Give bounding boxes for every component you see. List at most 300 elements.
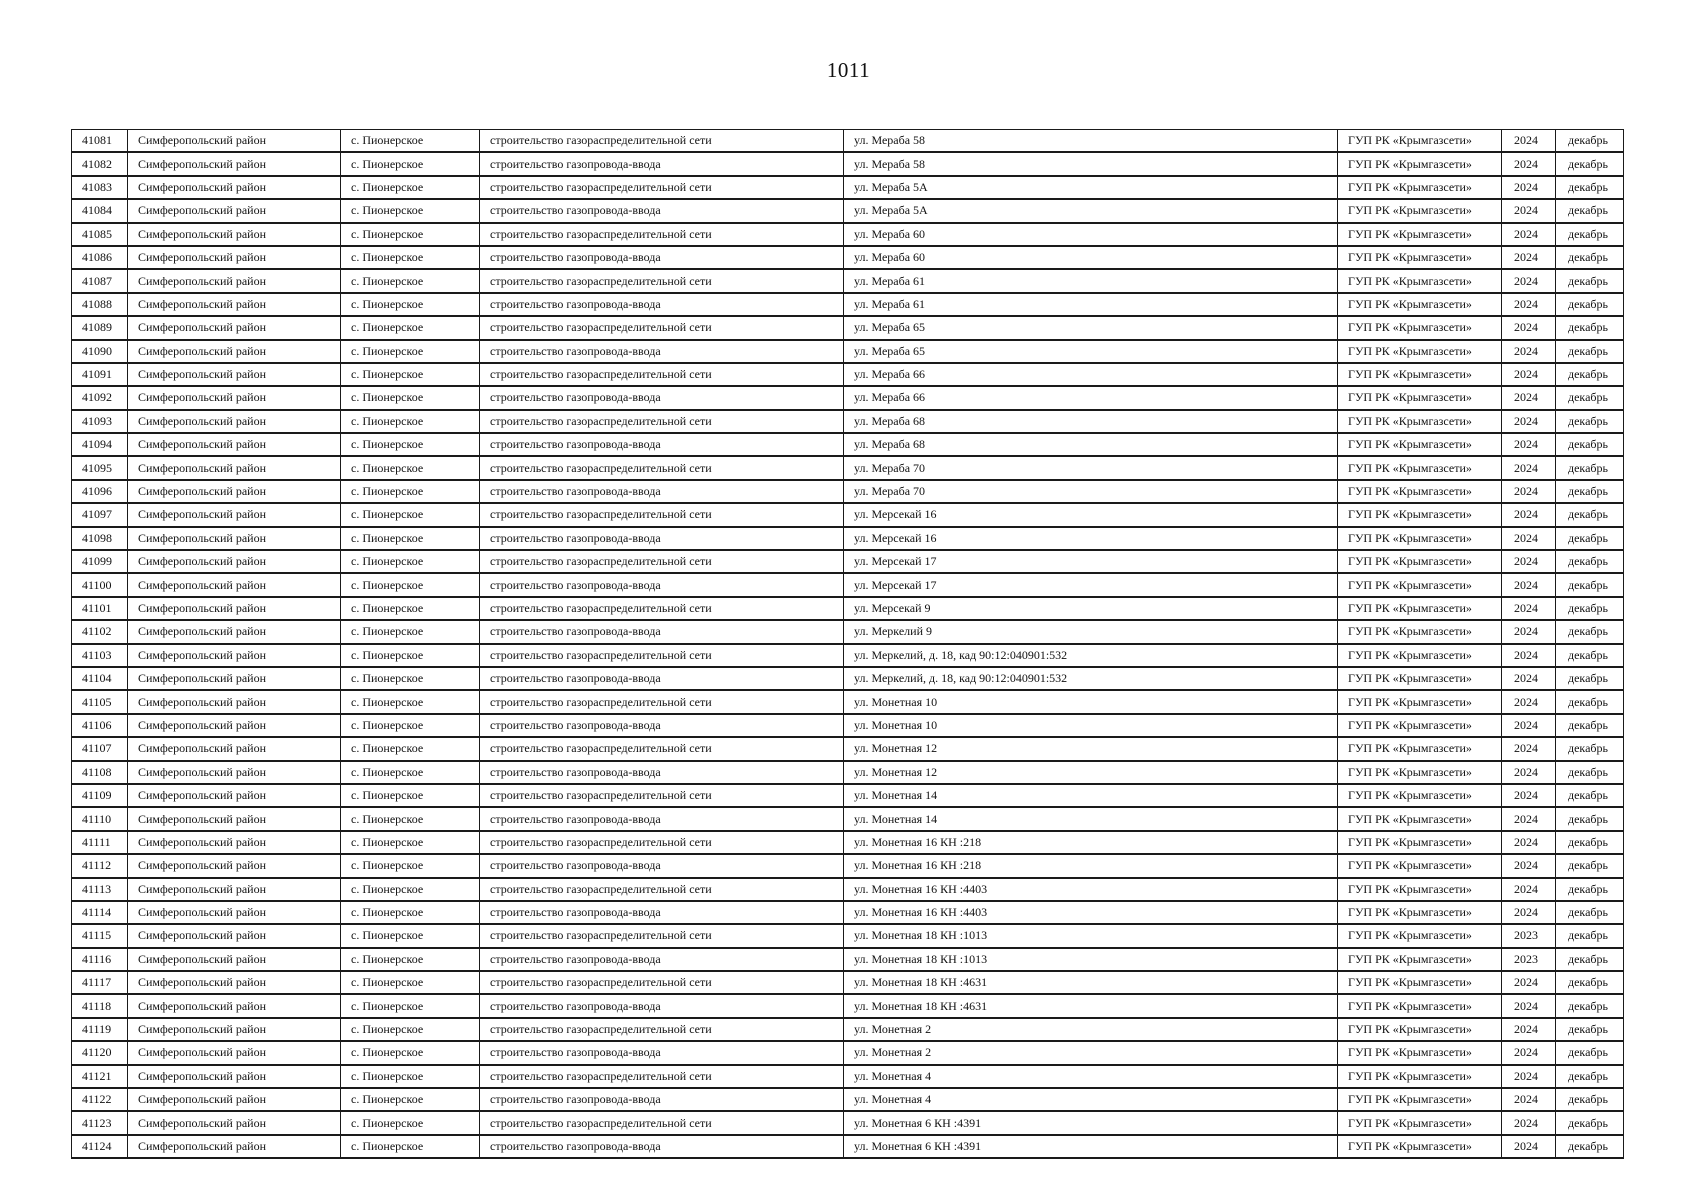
work-type-cell: строительство газораспределительной сети bbox=[480, 550, 844, 573]
year-cell: 2024 bbox=[1502, 269, 1556, 292]
table-row bbox=[72, 176, 1624, 199]
address-cell: ул. Монетная 14 bbox=[844, 784, 1338, 807]
row-number: 41119 bbox=[72, 1018, 128, 1041]
month-cell: декабрь bbox=[1556, 386, 1624, 409]
settlement-cell: с. Пионерское bbox=[341, 363, 480, 386]
operator-cell: ГУП РК «Крымгазсети» bbox=[1338, 1018, 1502, 1041]
month-cell: декабрь bbox=[1556, 573, 1624, 596]
table-row bbox=[72, 480, 1624, 503]
operator-cell: ГУП РК «Крымгазсети» bbox=[1338, 807, 1502, 830]
operator-cell: ГУП РК «Крымгазсети» bbox=[1338, 971, 1502, 994]
row-number: 41089 bbox=[72, 316, 128, 339]
work-type-cell: строительство газораспределительной сети bbox=[480, 644, 844, 667]
row-number: 41123 bbox=[72, 1111, 128, 1134]
table-row bbox=[72, 199, 1624, 222]
row-number: 41109 bbox=[72, 784, 128, 807]
row-number: 41111 bbox=[72, 831, 128, 854]
address-cell: ул. Монетная 12 bbox=[844, 761, 1338, 784]
address-cell: ул. Монетная 18 КН :4631 bbox=[844, 971, 1338, 994]
table-row bbox=[72, 433, 1624, 456]
month-cell: декабрь bbox=[1556, 784, 1624, 807]
operator-cell: ГУП РК «Крымгазсети» bbox=[1338, 527, 1502, 550]
row-number: 41122 bbox=[72, 1088, 128, 1111]
address-cell: ул. Монетная 16 КН :4403 bbox=[844, 901, 1338, 924]
table-row bbox=[72, 597, 1624, 620]
table-row bbox=[72, 807, 1624, 830]
operator-cell: ГУП РК «Крымгазсети» bbox=[1338, 831, 1502, 854]
year-cell: 2024 bbox=[1502, 480, 1556, 503]
address-cell: ул. Монетная 12 bbox=[844, 737, 1338, 760]
year-cell: 2024 bbox=[1502, 223, 1556, 246]
row-number: 41085 bbox=[72, 223, 128, 246]
work-type-cell: строительство газораспределительной сети bbox=[480, 1111, 844, 1134]
district-cell: Симферопольский район bbox=[128, 340, 341, 363]
row-number: 41107 bbox=[72, 737, 128, 760]
operator-cell: ГУП РК «Крымгазсети» bbox=[1338, 480, 1502, 503]
address-cell: ул. Мераба 65 bbox=[844, 340, 1338, 363]
settlement-cell: с. Пионерское bbox=[341, 269, 480, 292]
table-row bbox=[72, 1111, 1624, 1134]
district-cell: Симферопольский район bbox=[128, 269, 341, 292]
row-number: 41094 bbox=[72, 433, 128, 456]
work-type-cell: строительство газораспределительной сети bbox=[480, 878, 844, 901]
settlement-cell: с. Пионерское bbox=[341, 1111, 480, 1134]
operator-cell: ГУП РК «Крымгазсети» bbox=[1338, 994, 1502, 1017]
month-cell: декабрь bbox=[1556, 1135, 1624, 1158]
district-cell: Симферопольский район bbox=[128, 948, 341, 971]
year-cell: 2024 bbox=[1502, 176, 1556, 199]
settlement-cell: с. Пионерское bbox=[341, 550, 480, 573]
row-number: 41093 bbox=[72, 410, 128, 433]
work-type-cell: строительство газопровода-ввода bbox=[480, 199, 844, 222]
year-cell: 2024 bbox=[1502, 1135, 1556, 1158]
work-type-cell: строительство газопровода-ввода bbox=[480, 620, 844, 643]
district-cell: Симферопольский район bbox=[128, 807, 341, 830]
month-cell: декабрь bbox=[1556, 527, 1624, 550]
settlement-cell: с. Пионерское bbox=[341, 1041, 480, 1064]
address-cell: ул. Мерсекай 9 bbox=[844, 597, 1338, 620]
settlement-cell: с. Пионерское bbox=[341, 1135, 480, 1158]
work-type-cell: строительство газопровода-ввода bbox=[480, 667, 844, 690]
row-number: 41095 bbox=[72, 456, 128, 479]
table-row bbox=[72, 456, 1624, 479]
month-cell: декабрь bbox=[1556, 854, 1624, 877]
work-type-cell: строительство газораспределительной сети bbox=[480, 690, 844, 713]
district-cell: Симферопольский район bbox=[128, 199, 341, 222]
table-row bbox=[72, 948, 1624, 971]
year-cell: 2024 bbox=[1502, 1111, 1556, 1134]
year-cell: 2024 bbox=[1502, 807, 1556, 830]
address-cell: ул. Монетная 18 КН :1013 bbox=[844, 948, 1338, 971]
address-cell: ул. Меркелий 9 bbox=[844, 620, 1338, 643]
table-row bbox=[72, 994, 1624, 1017]
address-cell: ул. Мераба 5А bbox=[844, 176, 1338, 199]
month-cell: декабрь bbox=[1556, 223, 1624, 246]
month-cell: декабрь bbox=[1556, 807, 1624, 830]
district-cell: Симферопольский район bbox=[128, 456, 341, 479]
year-cell: 2024 bbox=[1502, 573, 1556, 596]
row-number: 41088 bbox=[72, 293, 128, 316]
operator-cell: ГУП РК «Крымгазсети» bbox=[1338, 690, 1502, 713]
year-cell: 2024 bbox=[1502, 761, 1556, 784]
row-number: 41099 bbox=[72, 550, 128, 573]
work-type-cell: строительство газораспределительной сети bbox=[480, 410, 844, 433]
settlement-cell: с. Пионерское bbox=[341, 246, 480, 269]
year-cell: 2024 bbox=[1502, 597, 1556, 620]
table-row bbox=[72, 246, 1624, 269]
operator-cell: ГУП РК «Крымгазсети» bbox=[1338, 784, 1502, 807]
year-cell: 2024 bbox=[1502, 363, 1556, 386]
district-cell: Симферопольский район bbox=[128, 737, 341, 760]
year-cell: 2024 bbox=[1502, 199, 1556, 222]
address-cell: ул. Мерсекай 17 bbox=[844, 550, 1338, 573]
operator-cell: ГУП РК «Крымгазсети» bbox=[1338, 1135, 1502, 1158]
table-row bbox=[72, 971, 1624, 994]
address-cell: ул. Мераба 66 bbox=[844, 363, 1338, 386]
year-cell: 2024 bbox=[1502, 433, 1556, 456]
work-type-cell: строительство газопровода-ввода bbox=[480, 1088, 844, 1111]
address-cell: ул. Монетная 4 bbox=[844, 1065, 1338, 1088]
address-cell: ул. Мераба 66 bbox=[844, 386, 1338, 409]
address-cell: ул. Мераба 70 bbox=[844, 480, 1338, 503]
month-cell: декабрь bbox=[1556, 831, 1624, 854]
settlement-cell: с. Пионерское bbox=[341, 1088, 480, 1111]
district-cell: Симферопольский район bbox=[128, 527, 341, 550]
table-row bbox=[72, 573, 1624, 596]
month-cell: декабрь bbox=[1556, 714, 1624, 737]
operator-cell: ГУП РК «Крымгазсети» bbox=[1338, 130, 1502, 153]
month-cell: декабрь bbox=[1556, 410, 1624, 433]
row-number: 41087 bbox=[72, 269, 128, 292]
settlement-cell: с. Пионерское bbox=[341, 433, 480, 456]
district-cell: Симферопольский район bbox=[128, 620, 341, 643]
row-number: 41121 bbox=[72, 1065, 128, 1088]
address-cell: ул. Мерсекай 16 bbox=[844, 503, 1338, 526]
district-cell: Симферопольский район bbox=[128, 924, 341, 947]
district-cell: Симферопольский район bbox=[128, 1088, 341, 1111]
table-row bbox=[72, 854, 1624, 877]
settlement-cell: с. Пионерское bbox=[341, 199, 480, 222]
operator-cell: ГУП РК «Крымгазсети» bbox=[1338, 714, 1502, 737]
table-row bbox=[72, 316, 1624, 339]
operator-cell: ГУП РК «Крымгазсети» bbox=[1338, 1111, 1502, 1134]
month-cell: декабрь bbox=[1556, 690, 1624, 713]
address-cell: ул. Монетная 6 КН :4391 bbox=[844, 1135, 1338, 1158]
district-cell: Симферопольский район bbox=[128, 573, 341, 596]
work-type-cell: строительство газопровода-ввода bbox=[480, 246, 844, 269]
settlement-cell: с. Пионерское bbox=[341, 924, 480, 947]
operator-cell: ГУП РК «Крымгазсети» bbox=[1338, 433, 1502, 456]
district-cell: Симферопольский район bbox=[128, 714, 341, 737]
settlement-cell: с. Пионерское bbox=[341, 386, 480, 409]
registry-table bbox=[71, 129, 1624, 1159]
work-type-cell: строительство газораспределительной сети bbox=[480, 1018, 844, 1041]
work-type-cell: строительство газопровода-ввода bbox=[480, 761, 844, 784]
month-cell: декабрь bbox=[1556, 620, 1624, 643]
year-cell: 2024 bbox=[1502, 644, 1556, 667]
work-type-cell: строительство газораспределительной сети bbox=[480, 269, 844, 292]
table-row bbox=[72, 784, 1624, 807]
year-cell: 2024 bbox=[1502, 714, 1556, 737]
month-cell: декабрь bbox=[1556, 550, 1624, 573]
settlement-cell: с. Пионерское bbox=[341, 152, 480, 175]
settlement-cell: с. Пионерское bbox=[341, 456, 480, 479]
month-cell: декабрь bbox=[1556, 667, 1624, 690]
settlement-cell: с. Пионерское bbox=[341, 784, 480, 807]
row-number: 41083 bbox=[72, 176, 128, 199]
work-type-cell: строительство газораспределительной сети bbox=[480, 597, 844, 620]
operator-cell: ГУП РК «Крымгазсети» bbox=[1338, 550, 1502, 573]
table-row bbox=[72, 620, 1624, 643]
table-row bbox=[72, 1018, 1624, 1041]
table-row bbox=[72, 550, 1624, 573]
table-row bbox=[72, 1065, 1624, 1088]
row-number: 41106 bbox=[72, 714, 128, 737]
row-number: 41124 bbox=[72, 1135, 128, 1158]
year-cell: 2024 bbox=[1502, 456, 1556, 479]
work-type-cell: строительство газопровода-ввода bbox=[480, 386, 844, 409]
district-cell: Симферопольский район bbox=[128, 480, 341, 503]
operator-cell: ГУП РК «Крымгазсети» bbox=[1338, 199, 1502, 222]
table-row bbox=[72, 667, 1624, 690]
month-cell: декабрь bbox=[1556, 1088, 1624, 1111]
operator-cell: ГУП РК «Крымгазсети» bbox=[1338, 269, 1502, 292]
operator-cell: ГУП РК «Крымгазсети» bbox=[1338, 620, 1502, 643]
table-row bbox=[72, 527, 1624, 550]
operator-cell: ГУП РК «Крымгазсети» bbox=[1338, 854, 1502, 877]
work-type-cell: строительство газопровода-ввода bbox=[480, 573, 844, 596]
month-cell: декабрь bbox=[1556, 293, 1624, 316]
settlement-cell: с. Пионерское bbox=[341, 573, 480, 596]
work-type-cell: строительство газораспределительной сети bbox=[480, 831, 844, 854]
operator-cell: ГУП РК «Крымгазсети» bbox=[1338, 293, 1502, 316]
month-cell: декабрь bbox=[1556, 971, 1624, 994]
operator-cell: ГУП РК «Крымгазсети» bbox=[1338, 924, 1502, 947]
settlement-cell: с. Пионерское bbox=[341, 527, 480, 550]
table-row bbox=[72, 293, 1624, 316]
month-cell: декабрь bbox=[1556, 130, 1624, 153]
table-row bbox=[72, 737, 1624, 760]
row-number: 41096 bbox=[72, 480, 128, 503]
row-number: 41120 bbox=[72, 1041, 128, 1064]
address-cell: ул. Мераба 5А bbox=[844, 199, 1338, 222]
row-number: 41105 bbox=[72, 690, 128, 713]
district-cell: Симферопольский район bbox=[128, 316, 341, 339]
settlement-cell: с. Пионерское bbox=[341, 831, 480, 854]
address-cell: ул. Монетная 10 bbox=[844, 714, 1338, 737]
year-cell: 2024 bbox=[1502, 293, 1556, 316]
operator-cell: ГУП РК «Крымгазсети» bbox=[1338, 223, 1502, 246]
operator-cell: ГУП РК «Крымгазсети» bbox=[1338, 667, 1502, 690]
settlement-cell: с. Пионерское bbox=[341, 971, 480, 994]
address-cell: ул. Монетная 14 bbox=[844, 807, 1338, 830]
work-type-cell: строительство газораспределительной сети bbox=[480, 1065, 844, 1088]
operator-cell: ГУП РК «Крымгазсети» bbox=[1338, 410, 1502, 433]
month-cell: декабрь bbox=[1556, 269, 1624, 292]
operator-cell: ГУП РК «Крымгазсети» bbox=[1338, 363, 1502, 386]
year-cell: 2024 bbox=[1502, 1018, 1556, 1041]
district-cell: Симферопольский район bbox=[128, 246, 341, 269]
year-cell: 2024 bbox=[1502, 246, 1556, 269]
table-row bbox=[72, 386, 1624, 409]
row-number: 41098 bbox=[72, 527, 128, 550]
settlement-cell: с. Пионерское bbox=[341, 480, 480, 503]
registry-body bbox=[72, 130, 1624, 1159]
district-cell: Симферопольский район bbox=[128, 667, 341, 690]
row-number: 41082 bbox=[72, 152, 128, 175]
settlement-cell: с. Пионерское bbox=[341, 878, 480, 901]
row-number: 41104 bbox=[72, 667, 128, 690]
month-cell: декабрь bbox=[1556, 597, 1624, 620]
address-cell: ул. Монетная 16 КН :4403 bbox=[844, 878, 1338, 901]
table-row bbox=[72, 761, 1624, 784]
month-cell: декабрь bbox=[1556, 1065, 1624, 1088]
district-cell: Симферопольский район bbox=[128, 831, 341, 854]
address-cell: ул. Монетная 16 КН :218 bbox=[844, 831, 1338, 854]
year-cell: 2024 bbox=[1502, 831, 1556, 854]
operator-cell: ГУП РК «Крымгазсети» bbox=[1338, 503, 1502, 526]
district-cell: Симферопольский район bbox=[128, 130, 341, 153]
address-cell: ул. Мераба 58 bbox=[844, 152, 1338, 175]
month-cell: декабрь bbox=[1556, 994, 1624, 1017]
work-type-cell: строительство газораспределительной сети bbox=[480, 316, 844, 339]
settlement-cell: с. Пионерское bbox=[341, 737, 480, 760]
table-row bbox=[72, 503, 1624, 526]
settlement-cell: с. Пионерское bbox=[341, 597, 480, 620]
settlement-cell: с. Пионерское bbox=[341, 948, 480, 971]
operator-cell: ГУП РК «Крымгазсети» bbox=[1338, 152, 1502, 175]
district-cell: Симферопольский район bbox=[128, 1018, 341, 1041]
month-cell: декабрь bbox=[1556, 363, 1624, 386]
month-cell: декабрь bbox=[1556, 1111, 1624, 1134]
month-cell: декабрь bbox=[1556, 1018, 1624, 1041]
work-type-cell: строительство газораспределительной сети bbox=[480, 924, 844, 947]
district-cell: Симферопольский район bbox=[128, 433, 341, 456]
address-cell: ул. Мераба 58 bbox=[844, 130, 1338, 153]
table-row bbox=[72, 644, 1624, 667]
year-cell: 2024 bbox=[1502, 620, 1556, 643]
month-cell: декабрь bbox=[1556, 152, 1624, 175]
operator-cell: ГУП РК «Крымгазсети» bbox=[1338, 1041, 1502, 1064]
work-type-cell: строительство газопровода-ввода bbox=[480, 807, 844, 830]
table-row bbox=[72, 223, 1624, 246]
month-cell: декабрь bbox=[1556, 433, 1624, 456]
operator-cell: ГУП РК «Крымгазсети» bbox=[1338, 948, 1502, 971]
row-number: 41114 bbox=[72, 901, 128, 924]
work-type-cell: строительство газопровода-ввода bbox=[480, 901, 844, 924]
settlement-cell: с. Пионерское bbox=[341, 620, 480, 643]
work-type-cell: строительство газопровода-ввода bbox=[480, 714, 844, 737]
table-row bbox=[72, 831, 1624, 854]
month-cell: декабрь bbox=[1556, 878, 1624, 901]
district-cell: Симферопольский район bbox=[128, 901, 341, 924]
address-cell: ул. Монетная 16 КН :218 bbox=[844, 854, 1338, 877]
district-cell: Симферопольский район bbox=[128, 1041, 341, 1064]
month-cell: декабрь bbox=[1556, 199, 1624, 222]
address-cell: ул. Монетная 2 bbox=[844, 1041, 1338, 1064]
district-cell: Симферопольский район bbox=[128, 644, 341, 667]
district-cell: Симферопольский район bbox=[128, 1065, 341, 1088]
month-cell: декабрь bbox=[1556, 948, 1624, 971]
row-number: 41092 bbox=[72, 386, 128, 409]
operator-cell: ГУП РК «Крымгазсети» bbox=[1338, 246, 1502, 269]
table-row bbox=[72, 878, 1624, 901]
row-number: 41112 bbox=[72, 854, 128, 877]
operator-cell: ГУП РК «Крымгазсети» bbox=[1338, 386, 1502, 409]
table-row bbox=[72, 410, 1624, 433]
year-cell: 2024 bbox=[1502, 994, 1556, 1017]
year-cell: 2024 bbox=[1502, 386, 1556, 409]
address-cell: ул. Меркелий, д. 18, кад 90:12:040901:532 bbox=[844, 644, 1338, 667]
work-type-cell: строительство газопровода-ввода bbox=[480, 527, 844, 550]
row-number: 41090 bbox=[72, 340, 128, 363]
row-number: 41115 bbox=[72, 924, 128, 947]
year-cell: 2024 bbox=[1502, 316, 1556, 339]
month-cell: декабрь bbox=[1556, 176, 1624, 199]
month-cell: декабрь bbox=[1556, 737, 1624, 760]
address-cell: ул. Монетная 10 bbox=[844, 690, 1338, 713]
row-number: 41110 bbox=[72, 807, 128, 830]
row-number: 41108 bbox=[72, 761, 128, 784]
operator-cell: ГУП РК «Крымгазсети» bbox=[1338, 176, 1502, 199]
month-cell: декабрь bbox=[1556, 246, 1624, 269]
table-row bbox=[72, 1135, 1624, 1158]
month-cell: декабрь bbox=[1556, 761, 1624, 784]
operator-cell: ГУП РК «Крымгазсети» bbox=[1338, 340, 1502, 363]
work-type-cell: строительство газопровода-ввода bbox=[480, 1041, 844, 1064]
district-cell: Симферопольский район bbox=[128, 176, 341, 199]
month-cell: декабрь bbox=[1556, 316, 1624, 339]
settlement-cell: с. Пионерское bbox=[341, 130, 480, 153]
year-cell: 2024 bbox=[1502, 1065, 1556, 1088]
address-cell: ул. Мерсекай 16 bbox=[844, 527, 1338, 550]
address-cell: ул. Мераба 70 bbox=[844, 456, 1338, 479]
table-row bbox=[72, 363, 1624, 386]
row-number: 41084 bbox=[72, 199, 128, 222]
year-cell: 2024 bbox=[1502, 854, 1556, 877]
address-cell: ул. Монетная 18 КН :4631 bbox=[844, 994, 1338, 1017]
settlement-cell: с. Пионерское bbox=[341, 503, 480, 526]
operator-cell: ГУП РК «Крымгазсети» bbox=[1338, 737, 1502, 760]
work-type-cell: строительство газопровода-ввода bbox=[480, 293, 844, 316]
month-cell: декабрь bbox=[1556, 503, 1624, 526]
year-cell: 2024 bbox=[1502, 784, 1556, 807]
district-cell: Симферопольский район bbox=[128, 690, 341, 713]
row-number: 41117 bbox=[72, 971, 128, 994]
work-type-cell: строительство газораспределительной сети bbox=[480, 456, 844, 479]
work-type-cell: строительство газораспределительной сети bbox=[480, 737, 844, 760]
row-number: 41101 bbox=[72, 597, 128, 620]
month-cell: декабрь bbox=[1556, 1041, 1624, 1064]
settlement-cell: с. Пионерское bbox=[341, 667, 480, 690]
table-row bbox=[72, 152, 1624, 175]
address-cell: ул. Мераба 68 bbox=[844, 433, 1338, 456]
settlement-cell: с. Пионерское bbox=[341, 807, 480, 830]
district-cell: Симферопольский район bbox=[128, 386, 341, 409]
row-number: 41081 bbox=[72, 130, 128, 153]
settlement-cell: с. Пионерское bbox=[341, 901, 480, 924]
settlement-cell: с. Пионерское bbox=[341, 644, 480, 667]
district-cell: Симферопольский район bbox=[128, 152, 341, 175]
district-cell: Симферопольский район bbox=[128, 854, 341, 877]
operator-cell: ГУП РК «Крымгазсети» bbox=[1338, 761, 1502, 784]
district-cell: Симферопольский район bbox=[128, 878, 341, 901]
district-cell: Симферопольский район bbox=[128, 994, 341, 1017]
work-type-cell: строительство газораспределительной сети bbox=[480, 130, 844, 153]
operator-cell: ГУП РК «Крымгазсети» bbox=[1338, 1088, 1502, 1111]
year-cell: 2024 bbox=[1502, 878, 1556, 901]
district-cell: Симферопольский район bbox=[128, 363, 341, 386]
